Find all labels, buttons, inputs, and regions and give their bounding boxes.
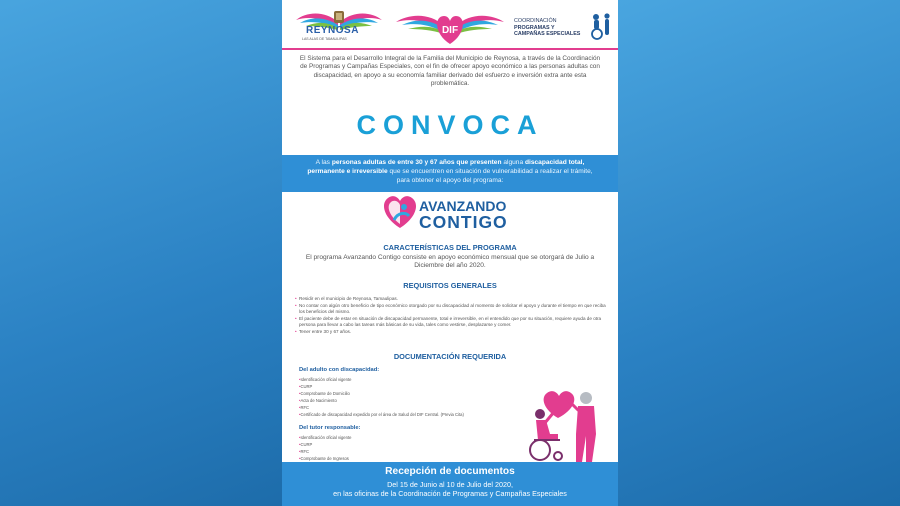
list-item: •CURP [299, 384, 313, 390]
bullet-icon: • [299, 377, 301, 382]
list-item: •Identificación oficial vigente [299, 377, 352, 382]
intro-paragraph: El Sistema para el Desarrollo Integral de la Familia del Municipio de Reynosa, a través de la Coordinación de Programas y Campañas Especiales, con el fin de ofrecer apoyo económico a las personas adultas con discapacidad, en apoyo a su economía familiar derivado del esfuerzo e inversión extra ante esta problemática. [299, 55, 601, 87]
caracteristicas-text: El programa Avanzando Contigo consiste en apoyo económico mensual que se otorgará de Julio a Diciembre del año 2020. [305, 254, 595, 270]
avanzando-contigo-heart-icon [380, 194, 420, 230]
caracteristicas-heading: CARACTERÍSTICAS DEL PROGRAMA [383, 243, 517, 252]
band-text-3: que se encuentren en situación de vulnerabilidad a realizar el trámite, para obtener el apoyo del programa: [387, 168, 593, 185]
documentacion-heading: DOCUMENTACIÓN REQUERIDA [393, 352, 507, 361]
bullet-icon: • [299, 384, 301, 390]
header-divider [282, 48, 618, 50]
bullet-icon: • [299, 391, 301, 397]
list-item: •Comprobante de Ingresos [299, 456, 349, 462]
list-item: •Identificación oficial vigente [299, 435, 352, 440]
recepcion-heading: Recepción de documentos [385, 466, 515, 477]
bullet-icon: • [299, 398, 301, 404]
recepcion-dates: Del 15 de Junio al 10 de Julio del 2020, [387, 480, 513, 489]
adulto-heading: Del adulto con discapacidad: [299, 367, 380, 373]
list-item: •RFC [299, 405, 310, 411]
bullet-icon: • [299, 442, 301, 448]
bullet-icon: • [299, 412, 301, 418]
bullet-icon: • [299, 456, 301, 462]
band-text-2: alguna [501, 159, 525, 166]
list-item: • Residir en el municipio de Reynosa, Tamaulipas. [295, 296, 398, 301]
tutor-heading: Del tutor responsable: [299, 425, 361, 431]
coord-line-2: PROGRAMAS Y [514, 24, 555, 31]
bullet-icon: • [295, 328, 297, 334]
bullet-icon: • [295, 302, 297, 308]
list-item: •RFC [299, 449, 310, 455]
logo-header [282, 6, 618, 46]
program-title-line2: CONTIGO [419, 212, 508, 232]
list-item: • Tener entre 30 y 67 años. [295, 328, 352, 334]
bullet-icon: • [299, 449, 301, 455]
bullet-icon: • [295, 315, 297, 321]
list-item: • El paciente debe de estar en situación de discapacidad permanente, total e irreversible, en el entendido que por su situación, requiere ayuda de otra persona para llevar a cabo las tareas más básicas de su vida, tales como vestirse, desplazarse y comer. [295, 315, 602, 328]
adulto-doc-list [299, 376, 529, 419]
dif-logo-text: DIF [441, 25, 459, 36]
audience-text [300, 158, 600, 186]
coord-line-3: CAMPAÑAS ESPECIALES [514, 31, 581, 38]
recepcion-location: en las oficinas de la Coordinación de Programas y Campañas Especiales [333, 488, 567, 498]
convocatoria-poster [282, 0, 618, 506]
list-item: •Comprobante de Domicilio [299, 391, 350, 397]
list-item: •Certificado de discapacidad expedido por el área de Salud del DIF Central. (Previa Cita) [299, 412, 464, 418]
reynosa-tagline: LAS ALAS DE TAMAULIPAS [302, 37, 347, 41]
bullet-icon: • [295, 296, 297, 301]
wheelchair-caregiver-icon [588, 12, 614, 40]
reynosa-logo-text: REYNOSA [306, 25, 359, 36]
requisitos-heading: REQUISITOS GENERALES [403, 281, 497, 290]
list-item: •Acta de Nacimiento [299, 398, 337, 404]
background-left [0, 0, 282, 506]
program-title-line1: AVANZANDO [419, 198, 507, 214]
band-bold-2: discapacidad total, permanente e irreversible [307, 159, 585, 176]
bullet-icon: • [299, 435, 301, 440]
tutor-doc-list [299, 434, 529, 462]
background-right [618, 0, 900, 506]
band-bold-1: personas adultas de entre 30 y 67 años que presenten [331, 159, 502, 166]
dif-heart-wings-icon [394, 8, 506, 46]
band-text-1: A las [315, 159, 332, 166]
list-item: • No contar con algún otro beneficio de tipo económico otorgado por su discapacidad al momento de solicitar el apoyo y durante el tiempo en que reciba los beneficios del mismo. [295, 302, 606, 315]
coordinacion-logo-text [514, 18, 584, 38]
coord-line-1: COORDINACIÓN [514, 18, 557, 24]
recepcion-details [282, 481, 618, 498]
caregiver-heart-wheelchair-icon [520, 384, 608, 464]
requisitos-list [296, 296, 608, 336]
list-item: •CURP [299, 442, 313, 448]
convoca-heading: CONVOCA [356, 110, 544, 140]
bullet-icon: • [299, 405, 301, 411]
